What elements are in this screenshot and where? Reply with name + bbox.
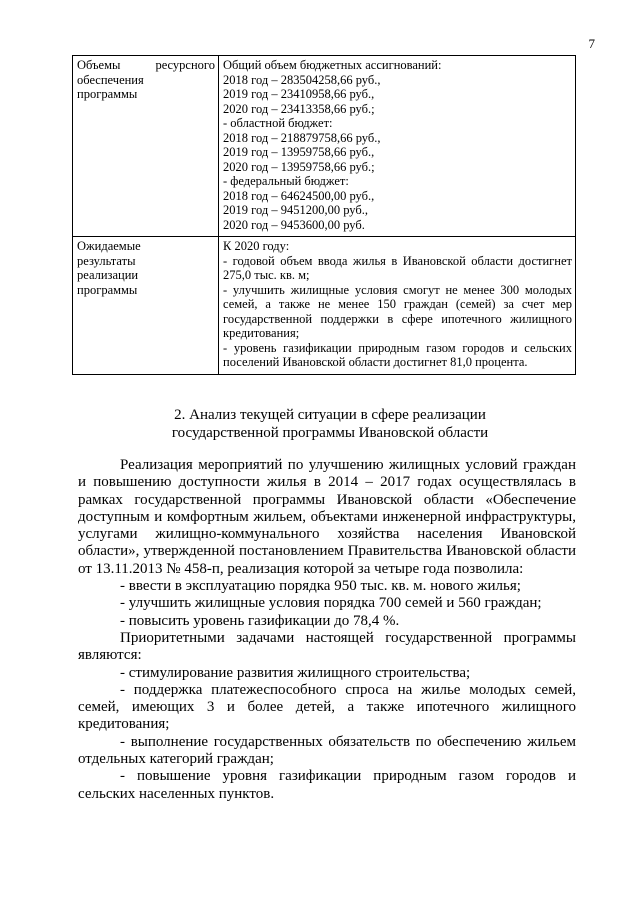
table-row-results xyxy=(73,237,576,375)
row-label-resources xyxy=(73,56,219,237)
paragraph: Реализация мероприятий по улучшению жилищных условий граждан и повышению доступности жилья в 2014 – 2017 годах осуществлялась в рамках государственной программы Ивановской области «Обеспечение доступным и комфортным жильем, объектами инженерной инфраструктуры, услугами жилищно-коммунального хозяйства населения Ивановской области», утвержденной постановлением Правительства Ивановской области от 13.11.2013 № 458-п, реализация которой за четыре года позволила: xyxy=(78,457,576,577)
paragraph: Приоритетными задачами настоящей государственной программы являются: xyxy=(78,629,576,664)
funding-line: - областной бюджет: xyxy=(223,116,333,130)
label-line: результаты xyxy=(77,253,136,268)
funding-line: Общий объем бюджетных ассигнований: xyxy=(223,58,442,72)
label-line: программы xyxy=(77,282,138,297)
row-label-results xyxy=(73,237,219,375)
funding-line: 2020 год – 23413358,66 руб.; xyxy=(223,101,375,116)
table-row-resources xyxy=(73,56,576,237)
list-item: - повышение уровня газификации природным газом городов и сельских населенных пунктов. xyxy=(78,768,576,802)
list-item: - поддержка платежеспособного спроса на жилье молодых семей, семей, имеющих 3 и более детей, а также ипотечного жилищного кредитования; xyxy=(78,681,576,733)
row-value-results xyxy=(219,237,576,375)
section-title xyxy=(80,406,580,442)
funding-line: 2020 год – 9453600,00 руб. xyxy=(223,217,365,232)
page-number: 7 xyxy=(588,36,595,51)
label-line: реализации xyxy=(77,268,139,282)
label-line: Объемы ресурсного xyxy=(77,58,215,72)
label-line: обеспечения xyxy=(77,72,144,87)
funding-line: 2020 год – 13959758,66 руб.; xyxy=(223,159,375,174)
label-line: программы xyxy=(77,87,138,101)
list-item: - улучшить жилищные условия порядка 700 семей и 560 граждан; xyxy=(120,595,542,612)
funding-line: 2018 год – 283504258,66 руб., xyxy=(223,72,381,87)
program-passport-table xyxy=(72,55,576,375)
funding-line: 2019 год – 23410958,66 руб., xyxy=(223,87,375,101)
body-text xyxy=(78,457,576,803)
list-item: - повысить уровень газификации до 78,4 %. xyxy=(120,612,400,629)
result-line: - уровень газификации природным газом городов и сельских поселений Ивановской области достигнет 81,0 процента. xyxy=(223,340,572,369)
section-title-line: государственной программы Ивановской области xyxy=(171,425,489,441)
result-line: - улучшить жилищные условия смогут не менее 300 молодых семей, а также не менее 150 граждан (семей) за счет мер государственной поддержки в сфере ипотечного жилищного кредитования; xyxy=(223,282,572,340)
list-item: - стимулирование развития жилищного строительства; xyxy=(120,664,471,681)
funding-line: 2019 год – 9451200,00 руб., xyxy=(223,203,368,217)
row-value-resources xyxy=(219,56,576,237)
label-line: Ожидаемые xyxy=(77,239,141,253)
funding-line: 2018 год – 218879758,66 руб., xyxy=(223,130,381,145)
funding-line: 2018 год – 64624500,00 руб., xyxy=(223,188,375,203)
result-line: - годовой объем ввода жилья в Ивановской области достигнет 275,0 тыс. кв. м; xyxy=(223,253,572,282)
funding-line: 2019 год – 13959758,66 руб., xyxy=(223,145,375,159)
section-title-line: 2. Анализ текущей ситуации в сфере реализации xyxy=(174,407,486,423)
funding-line: - федеральный бюджет: xyxy=(223,174,349,188)
list-item: - ввести в эксплуатацию порядка 950 тыс. кв. м. нового жилья; xyxy=(120,578,521,595)
list-item: - выполнение государственных обязательств по обеспечению жильем отдельных категорий граждан; xyxy=(78,733,576,768)
result-line: К 2020 году: xyxy=(223,239,290,253)
